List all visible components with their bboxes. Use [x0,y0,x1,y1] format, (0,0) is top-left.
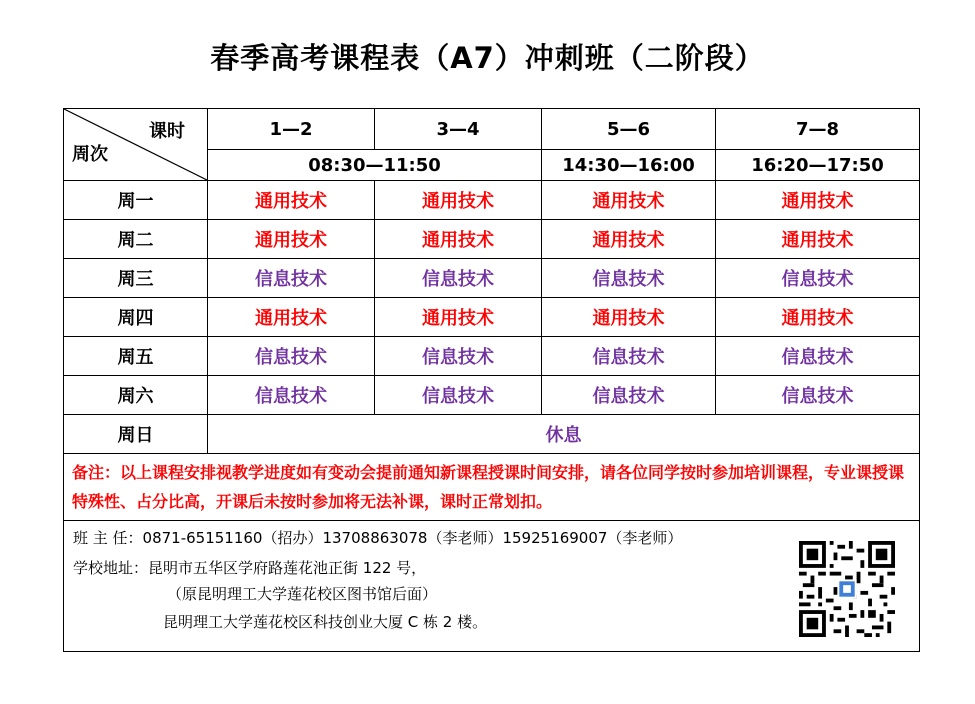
course-cell: 信息技术 [375,259,542,298]
time-header: 16:20—17:50 [716,150,920,181]
address-note: （原昆明理工大学莲花校区图书馆后面） [167,585,438,603]
time-header: 14:30—16:00 [542,150,716,181]
contact-info [64,521,920,652]
course-cell: 信息技术 [208,337,375,376]
course-cell: 通用技术 [375,220,542,259]
day-label: 周五 [64,337,208,376]
course-cell: 信息技术 [542,376,716,415]
day-label: 周一 [64,181,208,220]
table-row [64,220,920,259]
table-row [64,415,920,454]
corner-cell [64,109,208,181]
course-cell: 信息技术 [716,259,920,298]
course-cell: 通用技术 [542,298,716,337]
period-header-label: 课时 [149,121,185,142]
course-cell: 通用技术 [716,298,920,337]
table-row [64,298,920,337]
table-row [64,181,920,220]
period-header: 3—4 [375,109,542,150]
page-title: 春季高考课程表（A7）冲刺班（二阶段） [210,41,765,75]
course-cell: 通用技术 [208,298,375,337]
day-label: 周日 [64,415,208,454]
day-label: 周六 [64,376,208,415]
course-cell: 信息技术 [375,376,542,415]
day-label: 周四 [64,298,208,337]
course-cell: 通用技术 [375,181,542,220]
course-cell: 通用技术 [716,220,920,259]
period-header: 1—2 [208,109,375,150]
address-building: 昆明理工大学莲花校区科技创业大厦 C 栋 2 楼。 [163,613,488,631]
course-cell: 信息技术 [716,376,920,415]
period-header: 7—8 [716,109,920,150]
course-cell: 信息技术 [208,259,375,298]
course-cell: 信息技术 [375,337,542,376]
course-cell: 通用技术 [208,220,375,259]
course-cell: 通用技术 [542,181,716,220]
course-cell: 信息技术 [542,259,716,298]
course-cell: 通用技术 [542,220,716,259]
course-cell: 通用技术 [208,181,375,220]
remark-note: 备注：以上课程安排视教学进度如有变动会提前通知新课程授课时间安排，请各位同学按时参加培训课程，专业课授课特殊性、占分比高，开课后未按时参加将无法补课，课时正常划扣。 [64,454,920,521]
course-cell: 信息技术 [542,337,716,376]
day-label: 周三 [64,259,208,298]
time-header: 08:30—11:50 [208,150,542,181]
course-cell: 通用技术 [716,181,920,220]
table-row [64,337,920,376]
rest-cell: 休息 [208,415,920,454]
schedule-table [63,108,920,652]
period-header: 5—6 [542,109,716,150]
school-address: 学校地址：昆明市五华区学府路莲花池正街 122 号， [73,559,427,577]
course-cell: 信息技术 [208,376,375,415]
head-teacher-phones: 班 主 任：0871-65151160（招办）13708863078（李老师）15925169007（李老师） [73,529,683,547]
week-header-label: 周次 [72,144,108,165]
day-label: 周二 [64,220,208,259]
qr-code-icon [799,541,895,637]
course-cell: 信息技术 [716,337,920,376]
course-cell: 通用技术 [375,298,542,337]
table-row [64,376,920,415]
table-row [64,259,920,298]
